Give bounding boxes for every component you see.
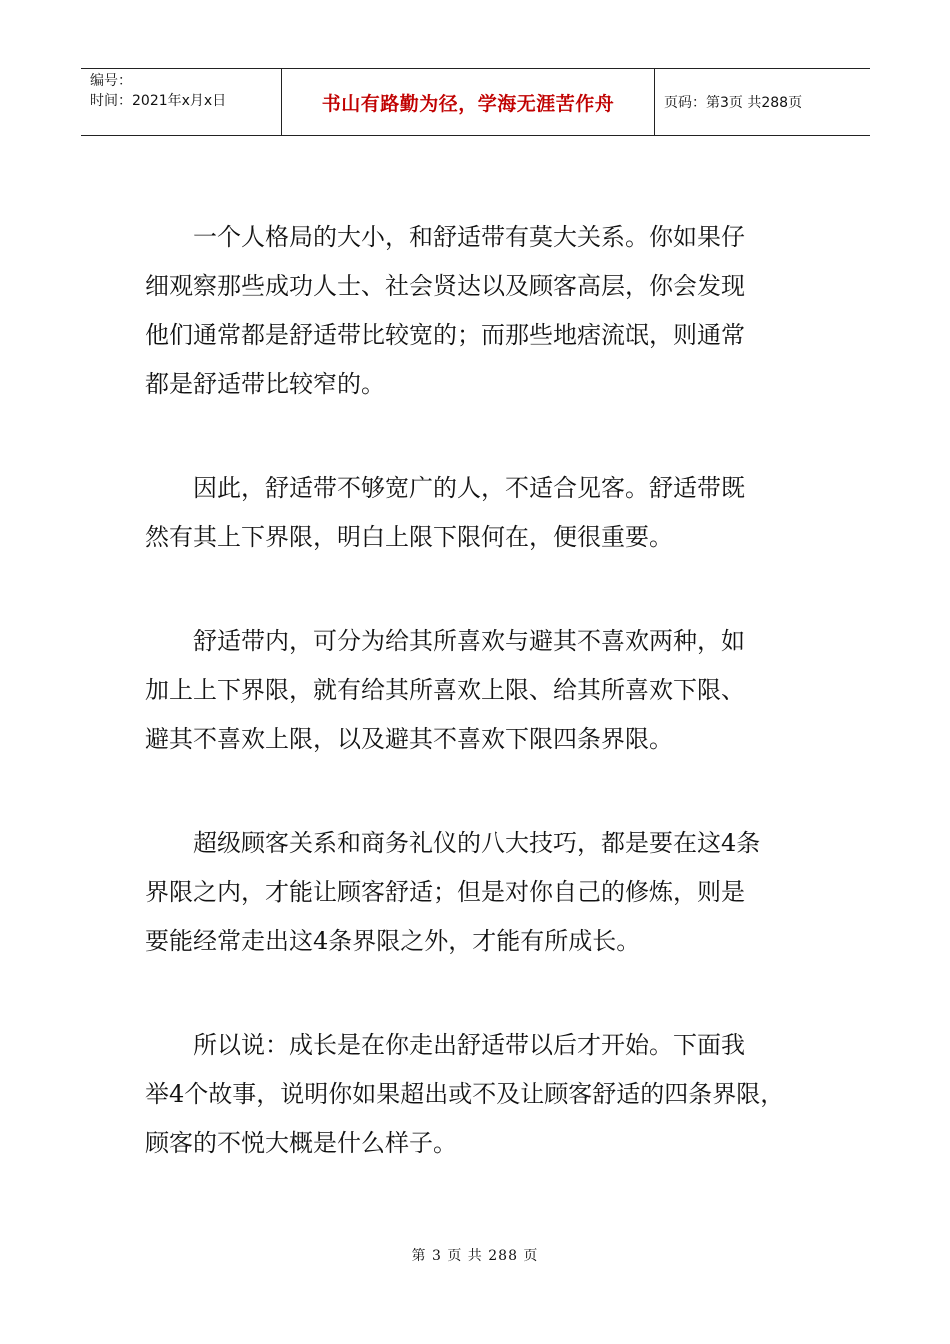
- document-number-label: 编号：: [90, 73, 132, 89]
- paragraph-line: 一个人格局的大小，和舒适带有莫大关系。你如果仔: [193, 223, 745, 251]
- paragraph-line: 超级顾客关系和商务礼仪的八大技巧，都是要在这4条: [193, 829, 761, 857]
- page-footer: 第 3 页 共 288 页: [411, 1248, 539, 1264]
- paragraph-line: 要能经常走出这4条界限之外，才能有所成长。: [145, 927, 641, 955]
- paragraph-line: 都是舒适带比较窄的。: [145, 370, 385, 398]
- paragraph-line: 界限之内，才能让顾客舒适；但是对你自己的修炼，则是: [145, 878, 745, 906]
- header-meta-cell: [81, 69, 282, 135]
- page-header: [81, 68, 870, 136]
- paragraph: [145, 1021, 825, 1168]
- paragraph-line: 所以说：成长是在你走出舒适带以后才开始。下面我: [193, 1031, 745, 1059]
- paragraph-line: 然有其上下界限，明白上限下限何在，便很重要。: [145, 523, 673, 551]
- paragraph-line: 因此，舒适带不够宽广的人，不适合见客。舒适带既: [193, 474, 745, 502]
- paragraph: [145, 464, 825, 562]
- paragraph-line: 避其不喜欢上限，以及避其不喜欢下限四条界限。: [145, 725, 673, 753]
- header-motto: 书山有路勤为径，学海无涯苦作舟: [282, 69, 655, 135]
- paragraph-line: 细观察那些成功人士、社会贤达以及顾客高层，你会发现: [145, 272, 745, 300]
- paragraph-line: 他们通常都是舒适带比较宽的；而那些地痞流氓，则通常: [145, 321, 745, 349]
- paragraph-line: 舒适带内，可分为给其所喜欢与避其不喜欢两种，如: [193, 627, 745, 655]
- document-body: [145, 213, 825, 1223]
- paragraph-line: 举4个故事，说明你如果超出或不及让顾客舒适的四条界限，: [145, 1080, 785, 1108]
- header-page-number: 页码：第3页 共288页: [664, 95, 803, 111]
- paragraph: [145, 819, 825, 966]
- paragraph-line: 顾客的不悦大概是什么样子。: [145, 1129, 457, 1157]
- paragraph: [145, 213, 825, 409]
- paragraph: [145, 617, 825, 764]
- paragraph-line: 加上上下界限，就有给其所喜欢上限、给其所喜欢下限、: [145, 676, 745, 704]
- document-date-label: 时间：2021年x月x日: [90, 93, 227, 109]
